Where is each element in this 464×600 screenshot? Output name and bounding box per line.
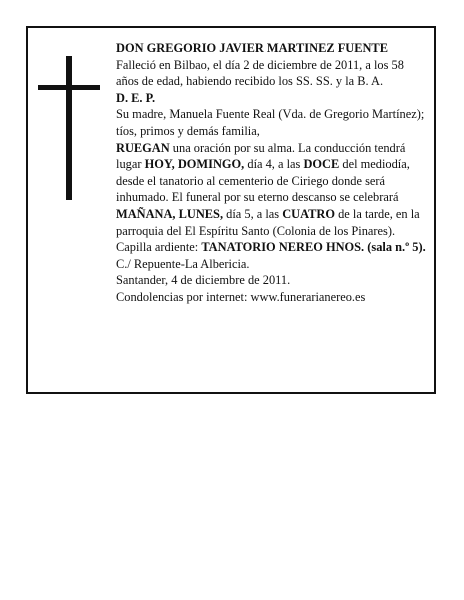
cross-icon [38,56,100,200]
ceremony-paragraph [116,140,428,273]
ceremony-text-6: C./ Repuente-La Albericia. [116,256,250,271]
tanatorio-text: TANATORIO NEREO HNOS. (sala n.º 5). [201,240,426,255]
cuatro-text: CUATRO [282,206,336,221]
family-line: Su madre, Manuela Fuente Real (Vda. de Gregorio Martínez); tíos, primos y demás familia, [116,107,425,138]
doce-text: DOCE [303,157,340,172]
deceased-name: DON GREGORIO JAVIER MARTINEZ FUENTE [116,41,388,55]
notice-text [116,40,428,306]
rip-line: D. E. P. [116,90,156,105]
date-line: Santander, 4 de diciembre de 2011. [116,273,291,288]
ceremony-text-1: una oración por su alma. La conducción tendrá lugar [116,140,406,172]
ceremony-text-3: del mediodía, desde el tanatorio al cementerio de Ciriego donde será inhumado. El funeral por su eterno descanso se celebrará [116,157,410,205]
ceremony-text-2: día 4, a las [244,157,304,172]
ceremony-text-4: día 5, a las [223,206,283,221]
hoy-domingo-text: HOY, DOMINGO, [144,157,245,172]
cross-horizontal-bar [38,85,100,90]
condolences-line: Condolencias por internet: www.funerarianereo.es [116,289,366,304]
manana-lunes-text: MAÑANA, LUNES, [116,206,224,221]
death-details: Falleció en Bilbao, el día 2 de diciembre de 2011, a los 58 años de edad, habiendo recibido los SS. SS. y la B. A. [116,57,404,89]
cross-vertical-bar [66,56,72,200]
ceremony-text-5: de la tarde, en la parroquia del El Espíritu Santo (Colonia de los Pinares). Capilla ardiente: [116,206,420,255]
obituary-notice [26,26,436,394]
ruegan-text: RUEGAN [116,140,170,155]
